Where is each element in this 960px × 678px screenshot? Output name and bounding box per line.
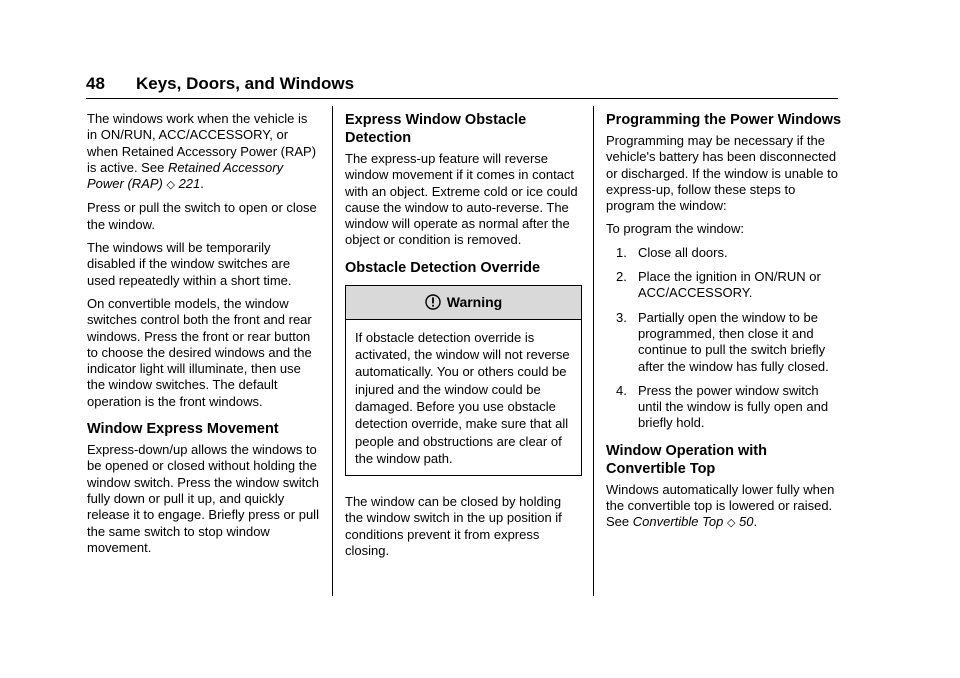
paragraph-window-closed-holding: The window can be closed by holding the window switch in the up position if conditions prevent it from express closing. [345, 494, 562, 559]
paragraph-convertible-models: On convertible models, the window switches control both the front and rear windows. Press the front or rear button to choose the desired windows and the indicator light will illuminate, then use the window switches. The default operation is the front windows. [87, 295, 312, 409]
heading-obstacle-detection-override: Obstacle Detection Override [345, 259, 541, 276]
column-1 [87, 111, 321, 563]
paragraph-programming-necessary: Programming may be necessary if the vehicle's battery has been disconnected or discharged. If the window is unable to express-up, follow these steps to program the window: [606, 133, 838, 214]
page-ref-icon: ◇ [726, 517, 736, 530]
xref-link-rap[interactable]: Retained Accessory Power (RAP) [87, 159, 284, 192]
paragraph-press-pull: Press or pull the switch to open or close the window. [87, 200, 317, 232]
warning-text: If obstacle detection override is activated, the window will not reverse automatically. You or others could be injured and the window could be damaged. Before you use obstacle detection override, make sure that all people and obstructions are clear of the window path. [355, 329, 570, 466]
heading-window-operation-convertible-top: Window Operation with Convertible Top [606, 442, 767, 477]
column-divider-2 [593, 106, 594, 596]
warning-title: Warning [446, 294, 503, 311]
list-item: 3. Partially open the window to be programmed, then close it and continue to pull the switch briefly after the window has fully closed. [616, 309, 829, 374]
header-rule [86, 98, 838, 99]
column-divider-1 [332, 106, 333, 596]
paragraph-express-down-up: Express-down/up allows the windows to be opened or closed without holding the window switch. Press the window switch fully down or pull it up, and quickly release it to engage. Briefly press or pull the same switch to stop window movement. [87, 442, 319, 555]
programming-steps-list [606, 245, 842, 432]
list-item: 4. Press the power window switch until the window is fully open and briefly hold. [616, 382, 829, 431]
column-3 [606, 111, 842, 539]
xref-page[interactable]: 221 [178, 176, 201, 192]
paragraph-windows-lower-fully: Windows automatically lower fully when the convertible top is lowered or raised. See Convertible Top ◇ 50. [606, 481, 835, 530]
paragraph-to-program: To program the window: [606, 221, 745, 237]
xref-page[interactable]: 50 [739, 514, 754, 530]
heading-window-express-movement: Window Express Movement [87, 421, 279, 438]
paragraph-window-operation: The windows work when the vehicle is in ON/RUN, ACC/ACCESSORY, or when Retained Accessory Power (RAP) is active. See Retained Accessory Power (RAP) ◇ 221. [87, 111, 317, 192]
warning-box [345, 285, 582, 476]
warning-header [346, 286, 581, 320]
list-item: 1. Close all doors. [616, 244, 728, 260]
section-title: Keys, Doors, and Windows [136, 74, 355, 93]
heading-express-window-obstacle-detection: Express Window Obstacle Detection [345, 112, 527, 146]
paragraph-express-up-reverse: The express-up feature will reverse window movement if it comes in contact with an object. Extreme cold or ice could cause the window to auto-reverse. The window will operate as normal after the object or condition is removed. [345, 151, 578, 248]
xref-link-convertible-top[interactable]: Convertible Top [632, 514, 724, 530]
column-2 [345, 111, 582, 566]
page-ref-icon: ◇ [166, 179, 175, 192]
heading-programming-power-windows: Programming the Power Windows [606, 112, 842, 128]
page-number: 48 [86, 74, 105, 93]
list-item: 2. Place the ignition in ON/RUN or ACC/ACCESSORY. [616, 269, 821, 301]
paragraph-temporarily-disabled: The windows will be temporarily disabled if the window switches are used repeatedly within a short time. [87, 240, 292, 288]
page-header [86, 70, 838, 100]
warning-icon [425, 294, 441, 310]
